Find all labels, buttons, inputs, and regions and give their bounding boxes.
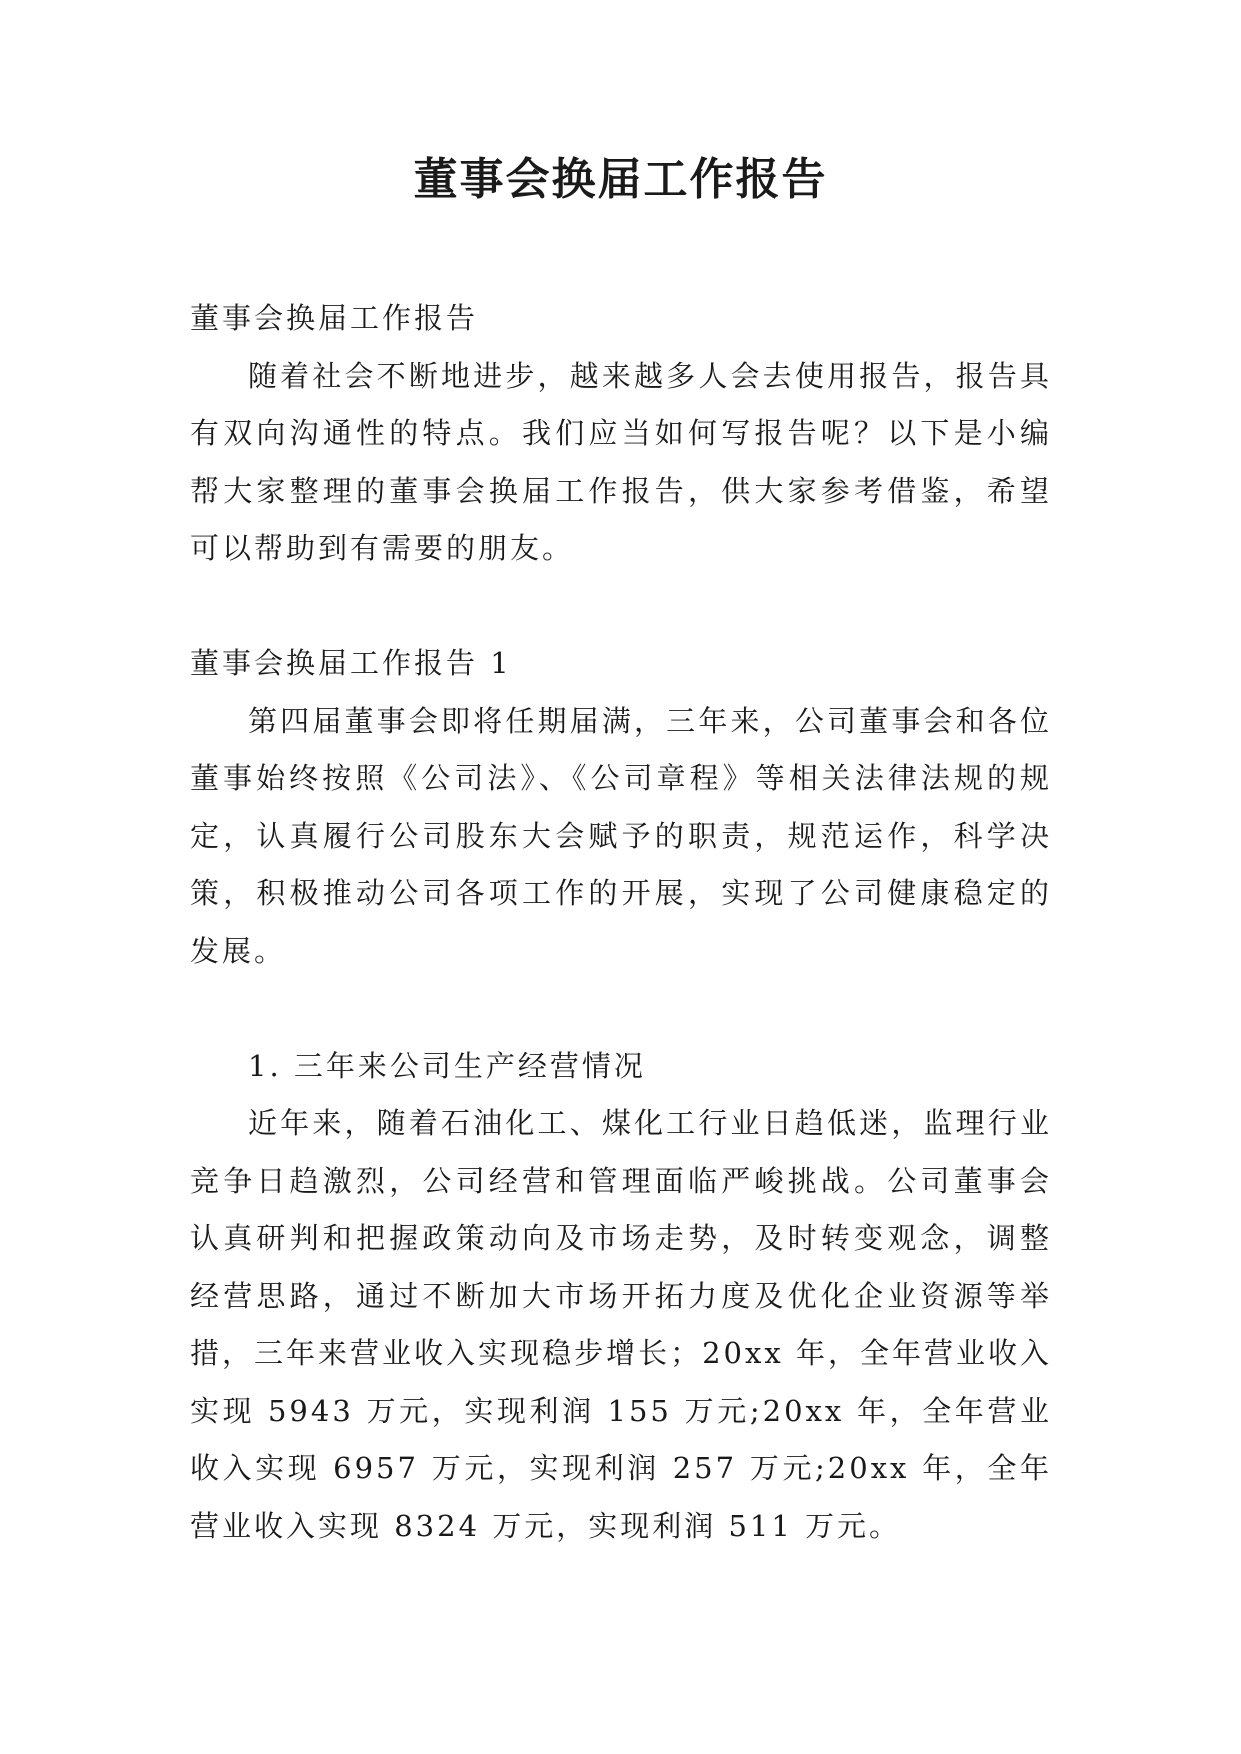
document-body [190, 290, 1052, 1555]
paragraph-gap [190, 578, 1052, 636]
intro-heading: 董事会换届工作报告 [190, 301, 479, 335]
section-1-heading: 董事会换届工作报告 1 [190, 646, 512, 680]
section-1-paragraph: 第四届董事会即将任期届满，三年来，公司董事会和各位董事始终按照《公司法》、《公司章程》等相关法律法规的规定，认真履行公司股东大会赋予的职责，规范运作，科学决策，积极推动公司各项工作的开展，实现了公司健康稳定的发展。 [190, 703, 1052, 968]
document-title: 董事会换届工作报告 [413, 154, 828, 205]
subsection-1-paragraph: 近年来，随着石油化工、煤化工行业日趋低迷，监理行业竞争日趋激烈，公司经营和管理面临严峻挑战。公司董事会认真研判和把握政策动向及市场走势，及时转变观念，调整经营思路，通过不断加大市场开拓力度及优化企业资源等举措，三年来营业收入实现稳步增长；20xx 年，全年营业收入实现 5943 万元，实现利润 155 万元;20xx 年，全年营业收入实现 6957 万元，实现利润 257 万元;20xx 年，全年营业收入实现 8324 万元，实现利润 511 万元。 [190, 1106, 1052, 1543]
paragraph-gap [190, 980, 1052, 1038]
intro-paragraph: 随着社会不断地进步，越来越多人会去使用报告，报告具有双向沟通性的特点。我们应当如何写报告呢？以下是小编帮大家整理的董事会换届工作报告，供大家参考借鉴，希望可以帮助到有需要的朋友。 [190, 358, 1052, 565]
subsection-1-heading: 1. 三年来公司生产经营情况 [248, 1048, 646, 1083]
